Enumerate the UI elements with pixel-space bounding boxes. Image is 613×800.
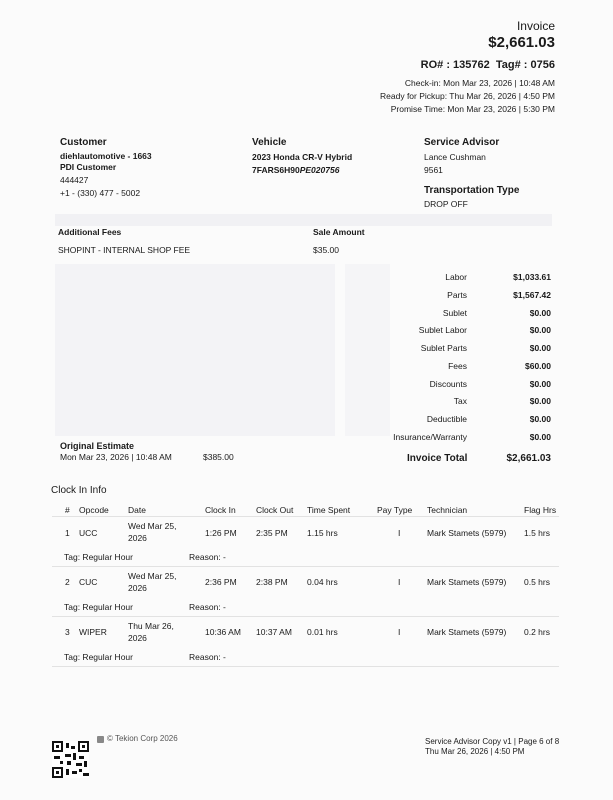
summary-value: $0.00 [529,308,551,318]
summary-row-sublet [380,308,551,325]
row-clock-in: 2:36 PM [205,577,237,587]
summary-label: Discounts [429,379,467,389]
customer-name: PDI Customer [60,162,117,172]
ro-tag-line [421,59,555,71]
promise-time: Promise Time: Mon Mar 23, 2026 | 5:30 PM [390,104,555,114]
customer-account: diehlautomotive - 1663 [60,151,152,161]
row-opcode: CUC [79,577,98,587]
col-clock-out: Clock Out [256,505,294,515]
row-flag-hrs: 0.5 hrs [524,577,550,587]
summary-value: $1,033.61 [513,272,551,282]
estimate-amount: $385.00 [203,452,234,462]
summary-label: Sublet [442,308,467,318]
col-flag-hrs: Flag Hrs [524,505,557,515]
row-divider [52,566,559,567]
summary-value: $0.00 [529,432,551,442]
fees-amount-header: Sale Amount [313,227,365,237]
row-pay-type: I [398,577,401,587]
summary-row-labor [380,272,551,289]
row-pay-type: I [398,528,401,538]
row-reason: Reason: - [189,552,226,562]
vin-prefix: 7FARS6H90 [252,165,300,175]
customer-heading: Customer [60,137,107,148]
summary-value: $0.00 [529,414,551,424]
estimate-date: Mon Mar 23, 2026 | 10:48 AM [60,452,172,462]
summary-row-parts [380,290,551,307]
advisor-name: Lance Cushman [424,152,486,162]
invoice-total-header: $2,661.03 [488,34,555,51]
col-technician: Technician [427,505,468,515]
summary-label: Fees [448,361,467,371]
ro-number: RO# : 135762 [420,59,490,71]
checkin-time: Check-in: Mon Mar 23, 2026 | 10:48 AM [404,78,555,88]
summary-value: $0.00 [529,343,551,353]
row-date-line2: 2026 [128,583,147,593]
advisor-id: 9561 [424,165,443,175]
row-clock-out: 2:38 PM [256,577,288,587]
summary-label: Parts [447,290,467,300]
row-time-spent: 1.15 hrs [307,528,338,538]
col-num: # [65,505,70,515]
row-opcode: UCC [79,528,98,538]
row-tag: Tag: Regular Hour [64,652,133,662]
summary-value: $1,567.42 [513,290,551,300]
summary-row-sublet-labor [380,325,551,342]
invoice-total-label: Invoice Total [407,453,468,464]
row-technician: Mark Stamets (5979) [427,528,507,538]
col-pay-type: Pay Type [377,505,413,515]
summary-value: $0.00 [529,396,551,406]
row-time-spent: 0.01 hrs [307,627,338,637]
summary-value: $0.00 [529,379,551,389]
col-clock-in: Clock In [205,505,236,515]
row-reason: Reason: - [189,602,226,612]
summary-label: Labor [445,272,467,282]
vehicle-vin [252,165,339,175]
row-time-spent: 0.04 hrs [307,577,338,587]
qr-code-icon [52,741,89,778]
summary-row-discounts [380,379,551,396]
bleed-through-block-left [55,264,335,436]
summary-label: Tax [453,396,467,406]
col-time-spent: Time Spent [307,505,351,515]
invoice-total-value: $2,661.03 [506,453,551,464]
row-divider [52,616,559,617]
row-flag-hrs: 0.2 hrs [524,627,550,637]
col-date: Date [128,505,146,515]
row-tag: Tag: Regular Hour [64,602,133,612]
row-num: 3 [65,627,70,637]
row-tag: Tag: Regular Hour [64,552,133,562]
summary-label: Deductible [426,414,467,424]
bleed-through-band [55,214,552,226]
customer-id: 444427 [60,175,89,185]
row-clock-out: 2:35 PM [256,528,288,538]
footer-printed: Thu Mar 26, 2026 | 4:50 PM [425,747,525,756]
ready-time: Ready for Pickup: Thu Mar 26, 2026 | 4:50 PM [380,91,555,101]
advisor-heading: Service Advisor [424,137,500,148]
summary-label: Sublet Labor [418,325,467,335]
row-clock-in: 1:26 PM [205,528,237,538]
vin-suffix: PE020756 [299,165,340,175]
row-clock-in: 10:36 AM [205,627,241,637]
summary-label: Insurance/Warranty [393,432,467,442]
row-date-line2: 2026 [128,533,147,543]
estimate-heading: Original Estimate [60,441,135,451]
summary-row-tax [380,396,551,413]
summary-row-deductible [380,414,551,431]
transport-type: DROP OFF [424,199,468,209]
summary-row-fees [380,361,551,378]
row-date-line1: Wed Mar 25, [128,571,177,581]
row-date-line2: 2026 [128,633,147,643]
summary-row-sublet-parts [380,343,551,360]
row-reason: Reason: - [189,652,226,662]
summary-value: $0.00 [529,325,551,335]
tekion-logo-icon [97,736,104,743]
fee-row-amount: $35.00 [313,245,339,255]
vehicle-model: 2023 Honda CR-V Hybrid [252,152,353,162]
row-date-line1: Wed Mar 25, [128,521,177,531]
transport-heading: Transportation Type [424,185,520,196]
row-technician: Mark Stamets (5979) [427,577,507,587]
summary-label: Sublet Parts [420,343,467,353]
row-date-line1: Thu Mar 26, [128,621,174,631]
col-opcode: Opcode [79,505,109,515]
row-clock-out: 10:37 AM [256,627,292,637]
row-technician: Mark Stamets (5979) [427,627,507,637]
vehicle-heading: Vehicle [252,137,287,148]
row-divider [52,666,559,667]
header-divider [52,516,559,517]
fees-desc-header: Additional Fees [58,227,122,237]
clockin-title: Clock In Info [51,485,107,496]
doc-type: Invoice [516,19,555,33]
row-opcode: WIPER [79,627,107,637]
customer-phone: +1 - (330) 477 - 5002 [60,188,141,198]
footer-company: © Tekion Corp 2026 [107,734,178,743]
row-num: 1 [65,528,70,538]
summary-row-insurance [380,432,551,449]
tag-number: Tag# : 0756 [495,59,555,71]
fee-row-desc: SHOPINT - INTERNAL SHOP FEE [58,245,191,255]
row-pay-type: I [398,627,401,637]
summary-value: $60.00 [525,361,551,371]
footer-copy-info: Service Advisor Copy v1 | Page 6 of 8 [425,737,560,746]
row-num: 2 [65,577,70,587]
row-flag-hrs: 1.5 hrs [524,528,550,538]
